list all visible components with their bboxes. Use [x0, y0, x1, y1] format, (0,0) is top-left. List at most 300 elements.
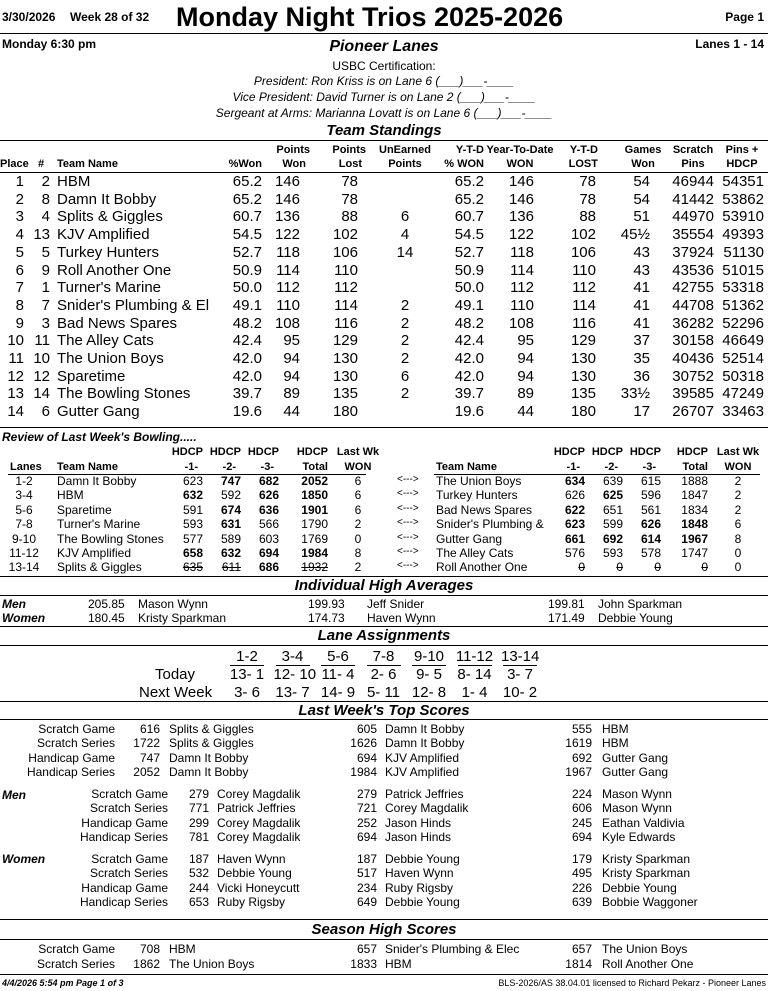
footer-rule [0, 974, 768, 975]
review-left-game3: 566 [258, 517, 279, 532]
review-col-h2-top-left: HDCP [209, 446, 241, 458]
standings-scratch-pins: 37924 [672, 243, 714, 261]
top-score-value: 1722 [133, 736, 160, 751]
top-score-name: Eathan Valdivia [602, 815, 685, 830]
lane-today-match: 11- 4 [321, 666, 355, 683]
review-left-game2: 589 [220, 531, 241, 546]
standings-hdcp-pins: 53910 [722, 208, 764, 226]
standings-hdcp-pins: 33463 [722, 403, 764, 421]
versus-arrow: <---> [397, 517, 419, 529]
review-right-game2: 651 [602, 502, 623, 517]
standings-team-name: Turkey Hunters [57, 243, 159, 261]
review-lanes: 5-6 [15, 502, 33, 517]
standings-pct-won: 42.0 [232, 367, 262, 385]
top-score-value: 649 [356, 894, 377, 909]
top-score-name: Gutter Gang [602, 750, 669, 765]
standings-points-won: 95 [283, 332, 300, 350]
top-score-value: 179 [571, 852, 592, 866]
review-col-h1-bot-right: -1- [566, 461, 580, 473]
review-left-won: 2 [354, 560, 362, 575]
standings-scratch-pins: 35554 [672, 226, 714, 244]
review-col-h1-top-left: HDCP [171, 446, 203, 458]
top-score-category: Handicap Series [26, 764, 115, 779]
review-right-total: 0 [701, 560, 708, 575]
topscores-rule-bottom [0, 719, 768, 720]
col-games-won-top: Games [624, 144, 662, 156]
standings-place: 1 [15, 173, 24, 190]
standings-scratch-pins: 26707 [672, 403, 714, 421]
standings-ytd-lost: 130 [570, 367, 596, 385]
standings-team-number: 8 [41, 190, 50, 208]
officer-sergeant: Sergeant at Arms: Marianna Lovatt is on Lane 6 (___)___-____ [215, 106, 553, 120]
lane-today-match: 13- 1 [229, 666, 265, 683]
review-right-game2: 593 [602, 546, 623, 560]
standings-unearned-points: 4 [400, 226, 410, 244]
standings-ytd-lost: 129 [570, 332, 596, 350]
top-scores-women-label: Women [2, 852, 46, 866]
standings-points-won: 146 [274, 173, 300, 190]
review-right-game2: 599 [602, 517, 623, 532]
standings-ytd-pct-won: 52.7 [454, 243, 484, 261]
standings-pct-won: 65.2 [232, 190, 262, 208]
top-score-value: 187 [188, 852, 209, 866]
standings-points-lost: 180 [332, 403, 358, 421]
standings-games-won: 35 [633, 350, 650, 367]
top-score-category: Scratch Series [89, 866, 168, 881]
top-score-name: Vicki Honeycutt [217, 880, 300, 895]
review-col-won-top-right: Last Wk [716, 446, 760, 458]
top-score-name: Ruby Rigsby [217, 894, 286, 909]
review-left-total: 1850 [301, 488, 328, 503]
review-right-game1: 0 [578, 560, 585, 575]
standings-points-won: 114 [276, 261, 300, 279]
review-col-h1-bot-left: -1- [184, 461, 198, 473]
versus-arrow: <---> [397, 488, 419, 500]
top-score-name: Haven Wynn [217, 852, 286, 866]
averages-title: Individual High Averages [294, 577, 474, 594]
review-lanes: 7-8 [15, 517, 33, 532]
review-right-game3: 614 [640, 531, 661, 546]
standings-games-won: 41 [633, 296, 650, 314]
standings-ytd-lost: 112 [572, 279, 596, 297]
col-points-won-bot: Won [282, 158, 306, 170]
top-score-name: Kyle Edwards [602, 829, 676, 844]
season-rule-bottom [0, 939, 768, 940]
review-right-game1: 626 [564, 488, 585, 503]
top-score-category: Scratch Series [89, 801, 168, 816]
review-left-game1: 591 [182, 502, 203, 517]
review-left-team: Damn It Bobby [57, 474, 137, 488]
average-bowler: Kristy Sparkman [138, 611, 227, 625]
review-left-game2: 674 [220, 502, 241, 517]
standings-points-lost: 112 [334, 279, 358, 297]
top-score-value: 694 [356, 750, 377, 765]
top-score-name: HBM [602, 736, 629, 751]
season-value: 657 [571, 942, 592, 956]
col-games-won-bot: Won [631, 158, 655, 170]
standings-team-name: KJV Amplified [57, 226, 150, 244]
top-score-value: 532 [188, 866, 209, 881]
top-score-name: Damn It Bobby [385, 736, 465, 751]
review-col-lanes: Lanes [10, 461, 42, 473]
col-points-lost-bot: Lost [338, 158, 362, 170]
review-right-total: 1967 [681, 531, 708, 546]
review-left-won: 6 [354, 474, 362, 488]
standings-points-won: 108 [274, 314, 300, 332]
col-points-lost-top: Points [332, 144, 366, 156]
review-col-tot-top-left: HDCP [296, 446, 328, 458]
standings-scratch-pins: 30752 [672, 367, 714, 385]
standings-points-won: 136 [274, 208, 300, 226]
review-left-total: 1932 [301, 560, 328, 575]
review-right-won: 0 [734, 560, 742, 575]
col-scratch-pins-top: Scratch [672, 144, 714, 156]
review-col-tot-bot-left: Total [302, 461, 328, 473]
standings-points-lost: 130 [332, 367, 358, 385]
standings-pct-won: 39.7 [232, 385, 262, 403]
review-lanes: 13-14 [8, 560, 40, 575]
standings-team-number: 6 [41, 403, 50, 421]
review-right-total: 1847 [681, 488, 708, 503]
review-right-total: 1848 [681, 517, 708, 532]
standings-pct-won: 19.6 [232, 403, 262, 421]
standings-header-rule [0, 172, 768, 173]
standings-team-number: 4 [41, 208, 50, 226]
top-score-category: Scratch Game [91, 852, 168, 866]
review-left-team: Splits & Giggles [57, 560, 142, 575]
standings-scratch-pins: 41442 [672, 190, 714, 208]
standings-team-number: 12 [33, 367, 50, 385]
review-left-total: 1984 [301, 546, 328, 560]
review-left-game3: 603 [258, 531, 279, 546]
standings-pct-won: 52.7 [232, 243, 262, 261]
average-value: 174.73 [308, 611, 345, 625]
review-right-game3: 596 [640, 488, 661, 503]
review-left-game3: 682 [258, 474, 279, 488]
season-category: Scratch Series [36, 957, 115, 971]
standings-team-name: Damn It Bobby [57, 190, 157, 208]
usbc-certification: USBC Certification: [332, 59, 436, 73]
standings-points-won: 44 [283, 403, 300, 421]
standings-points-won: 146 [274, 190, 300, 208]
standings-ytd-pct-won: 39.7 [454, 385, 484, 403]
col-team-name: Team Name [57, 158, 118, 170]
top-score-value: 226 [571, 880, 592, 895]
season-name: The Union Boys [169, 957, 255, 971]
standings-team-name: Sparetime [57, 367, 126, 385]
versus-arrow: <---> [397, 560, 419, 572]
top-score-name: Debbie Young [217, 866, 292, 881]
review-col-tot-top-right: HDCP [676, 446, 708, 458]
review-left-game1: 593 [182, 517, 203, 532]
average-bowler: Haven Wynn [367, 611, 436, 625]
top-score-value: 721 [356, 801, 377, 816]
review-left-game2: 592 [220, 488, 241, 503]
standings-team-number: 10 [33, 350, 50, 367]
standings-team-name: The Union Boys [57, 350, 164, 367]
standings-ytd-pct-won: 42.0 [454, 350, 484, 367]
review-left-team: HBM [57, 488, 84, 503]
review-left-game2: 631 [220, 517, 241, 532]
review-right-team: Turkey Hunters [436, 488, 518, 503]
standings-hdcp-pins: 54351 [722, 173, 764, 190]
standings-team-name: The Bowling Stones [57, 385, 191, 403]
review-left-won: 0 [354, 531, 362, 546]
review-title: Review of Last Week's Bowling..... [2, 430, 197, 444]
standings-points-lost: 102 [332, 226, 358, 244]
standings-points-won: 94 [283, 350, 300, 367]
review-col-h3-top-right: HDCP [629, 446, 661, 458]
review-col-h2-bot-left: -2- [222, 461, 236, 473]
top-score-value: 244 [188, 880, 209, 895]
lane-pair: 9-10 [413, 648, 445, 665]
standings-pct-won: 54.5 [232, 226, 262, 244]
review-right-game3: 578 [640, 546, 661, 560]
standings-points-won: 118 [276, 243, 300, 261]
season-value: 708 [139, 942, 160, 956]
top-score-category: Scratch Game [38, 722, 115, 736]
standings-games-won: 41 [633, 314, 650, 332]
top-score-name: Corey Magdalik [217, 787, 301, 801]
review-right-team: Roll Another One [436, 560, 528, 575]
standings-place: 8 [15, 296, 24, 314]
season-rule-top [0, 919, 768, 920]
review-right-won: 2 [734, 502, 742, 517]
lane-next-match: 12- 8 [411, 684, 447, 701]
review-right-game1: 661 [564, 531, 585, 546]
lane-next-match: 14- 9 [320, 684, 356, 701]
top-score-name: Corey Magdalik [217, 815, 301, 830]
col-unearned-bot: Points [388, 158, 422, 170]
footer-license: BLS-2026/AS 38.04.01 licensed to Richard Pekarz - Pioneer Lanes [498, 978, 766, 988]
standings-games-won: 43 [633, 261, 650, 279]
standings-unearned-points: 2 [400, 350, 410, 367]
review-right-team: The Alley Cats [436, 546, 514, 560]
review-col-won-top-left: Last Wk [336, 446, 380, 458]
top-score-name: KJV Amplified [385, 764, 460, 779]
standings-pct-won: 49.1 [232, 296, 262, 314]
standings-place: 13 [7, 385, 24, 403]
standings-hdcp-pins: 53318 [722, 279, 764, 297]
lane-pair: 7-8 [372, 648, 395, 665]
standings-ytd-pct-won: 19.6 [454, 403, 484, 421]
review-right-game3: 561 [640, 502, 661, 517]
standings-scratch-pins: 44708 [672, 296, 714, 314]
top-score-value: 252 [356, 815, 377, 830]
review-left-won: 6 [354, 502, 362, 517]
top-score-value: 495 [571, 866, 592, 881]
top-score-name: Bobbie Waggoner [602, 894, 698, 909]
top-score-value: 605 [356, 722, 377, 736]
footer-printed: 4/4/2026 5:54 pm Page 1 of 3 [2, 978, 124, 988]
top-score-name: Corey Magdalik [385, 801, 469, 816]
standings-pct-won: 50.0 [232, 279, 262, 297]
top-score-name: Patrick Jeffries [217, 801, 296, 816]
standings-ytd-won: 108 [508, 314, 534, 332]
standings-ytd-pct-won: 42.4 [454, 332, 484, 350]
standings-hdcp-pins: 52514 [722, 350, 764, 367]
standings-place: 4 [15, 226, 24, 244]
top-score-name: Mason Wynn [602, 787, 672, 801]
review-left-team: Turner's Marine [57, 517, 141, 532]
standings-hdcp-pins: 51130 [723, 243, 764, 261]
lane-assignments-title: Lane Assignments [317, 627, 451, 644]
review-right-game2: 625 [602, 488, 623, 503]
standings-hdcp-pins: 47249 [722, 385, 764, 403]
review-col-h3-top-left: HDCP [247, 446, 279, 458]
top-score-category: Handicap Series [79, 894, 168, 909]
average-value: 171.49 [548, 611, 585, 625]
review-right-game1: 634 [564, 474, 585, 488]
standings-unearned-points: 6 [400, 208, 410, 226]
top-score-name: Jason Hinds [385, 815, 452, 830]
standings-unearned-points: 2 [400, 385, 410, 403]
review-left-game3: 636 [258, 502, 279, 517]
top-score-value: 639 [571, 894, 592, 909]
officer-president: President: Ron Kriss is on Lane 6 (___)___-____ [253, 74, 515, 88]
average-bowler: Jeff Snider [367, 597, 425, 611]
review-left-game1: 635 [182, 560, 203, 575]
versus-arrow: <---> [397, 546, 419, 557]
review-right-total: 1834 [681, 502, 708, 517]
standings-hdcp-pins: 53862 [722, 190, 764, 208]
review-col-h1-top-right: HDCP [553, 446, 585, 458]
standings-ytd-won: 146 [508, 173, 534, 190]
standings-points-won: 94 [283, 367, 300, 385]
review-left-total: 1769 [301, 531, 328, 546]
review-right-won: 2 [734, 488, 742, 503]
standings-ytd-won: 122 [508, 226, 534, 244]
season-name: HBM [169, 942, 196, 956]
lane-today-match: 3- 7 [507, 666, 533, 683]
review-right-game2: 0 [616, 560, 623, 575]
standings-place: 7 [15, 279, 24, 297]
review-left-team: The Bowling Stones [57, 531, 164, 546]
standings-ytd-pct-won: 54.5 [454, 226, 484, 244]
review-right-game3: 626 [640, 517, 661, 532]
review-left-game1: 658 [182, 546, 203, 560]
header-rule [0, 33, 768, 34]
standings-ytd-won: 136 [508, 208, 534, 226]
lanes-rule-bottom [0, 645, 768, 646]
review-rule [0, 427, 768, 428]
season-name: Roll Another One [602, 957, 694, 971]
lane-next-week-label: Next Week [139, 684, 213, 701]
top-score-name: Kristy Sparkman [602, 866, 691, 881]
standings-games-won: 54 [633, 190, 650, 208]
standings-unearned-points: 2 [400, 296, 410, 314]
standings-hdcp-pins: 52296 [722, 314, 764, 332]
top-score-category: Handicap Game [81, 815, 168, 830]
standings-unearned-points: 2 [400, 314, 410, 332]
standings-ytd-lost: 110 [572, 261, 596, 279]
standings-ytd-won: 118 [510, 243, 534, 261]
standings-points-lost: 106 [332, 243, 358, 261]
review-col-h2-top-right: HDCP [591, 446, 623, 458]
top-score-value: 1626 [350, 736, 377, 751]
average-bowler: John Sparkman [598, 597, 683, 611]
standings-team-number: 7 [41, 296, 50, 314]
versus-arrow: <---> [397, 474, 419, 485]
top-score-category: Handicap Game [28, 750, 115, 765]
standings-scratch-pins: 42755 [672, 279, 714, 297]
versus-arrow: <---> [397, 531, 419, 543]
standings-team-number: 1 [41, 279, 50, 297]
standings-points-lost: 135 [332, 385, 358, 403]
review-col-won-bot-left: WON [344, 461, 372, 473]
top-score-name: Splits & Giggles [169, 736, 254, 751]
standings-team-number: 5 [41, 243, 50, 261]
top-score-name: Kristy Sparkman [602, 852, 691, 866]
review-left-won: 8 [354, 546, 362, 560]
standings-team-name: The Alley Cats [57, 332, 154, 350]
top-score-name: Patrick Jeffries [385, 787, 464, 801]
top-scores-men-label: Men [2, 788, 26, 802]
lane-next-match: 1- 4 [461, 684, 488, 701]
col-points-won-top: Points [276, 144, 310, 156]
col-ytd-won-top: Year-To-Date [486, 144, 554, 156]
standings-unearned-points: 14 [396, 243, 414, 261]
review-right-team: Snider's Plumbing & [436, 517, 544, 532]
standings-points-lost: 110 [334, 261, 358, 279]
standings-ytd-won: 146 [508, 190, 534, 208]
review-left-game3: 626 [258, 488, 279, 503]
top-score-value: 694 [356, 829, 377, 844]
review-left-game2: 611 [221, 560, 241, 575]
review-col-tot-bot-right: Total [682, 461, 708, 473]
standings-ytd-pct-won: 42.0 [454, 367, 484, 385]
standings-hdcp-pins: 49393 [722, 226, 764, 244]
standings-games-won: 45½ [620, 226, 650, 244]
lane-next-match: 5- 11 [366, 684, 401, 701]
standings-games-won: 54 [633, 173, 650, 190]
standings-hdcp-pins: 46649 [722, 332, 764, 350]
standings-ytd-lost: 180 [570, 403, 596, 421]
review-left-game3: 694 [258, 546, 279, 560]
col-hdcp-pins-top: Pins + [725, 144, 759, 156]
top-score-category: Handicap Game [81, 880, 168, 895]
review-left-team: Sparetime [57, 502, 112, 517]
standings-place: 3 [15, 208, 24, 226]
standings-games-won: 41 [633, 279, 650, 297]
review-right-won: 0 [734, 546, 742, 560]
top-score-name: Debbie Young [385, 894, 460, 909]
review-right-won: 8 [734, 531, 742, 546]
standings-pct-won: 65.2 [232, 173, 262, 190]
lane-today-match: 2- 6 [370, 666, 397, 683]
standings-ytd-pct-won: 49.1 [454, 296, 484, 314]
review-lanes: 1-2 [15, 474, 33, 488]
top-score-name: Ruby Rigsby [385, 880, 454, 895]
col-ytd-pct-top: Y-T-D [455, 144, 484, 156]
col-ytd-lost-bot: LOST [568, 158, 598, 170]
top-score-name: HBM [602, 722, 629, 736]
standings-points-won: 122 [274, 226, 300, 244]
lane-today-match: 9- 5 [416, 666, 442, 683]
top-score-name: Debbie Young [602, 880, 677, 895]
standings-points-lost: 129 [332, 332, 358, 350]
standings-scratch-pins: 46944 [672, 173, 714, 190]
standings-ytd-won: 44 [517, 403, 534, 421]
review-col-team-left: Team Name [57, 461, 118, 473]
standings-ytd-won: 95 [517, 332, 534, 350]
review-right-game3: 615 [640, 474, 661, 488]
average-value: 180.45 [88, 611, 125, 625]
top-score-value: 224 [571, 787, 592, 801]
top-score-value: 299 [188, 815, 209, 830]
review-right-game1: 623 [564, 517, 585, 532]
standings-scratch-pins: 43536 [672, 261, 714, 279]
